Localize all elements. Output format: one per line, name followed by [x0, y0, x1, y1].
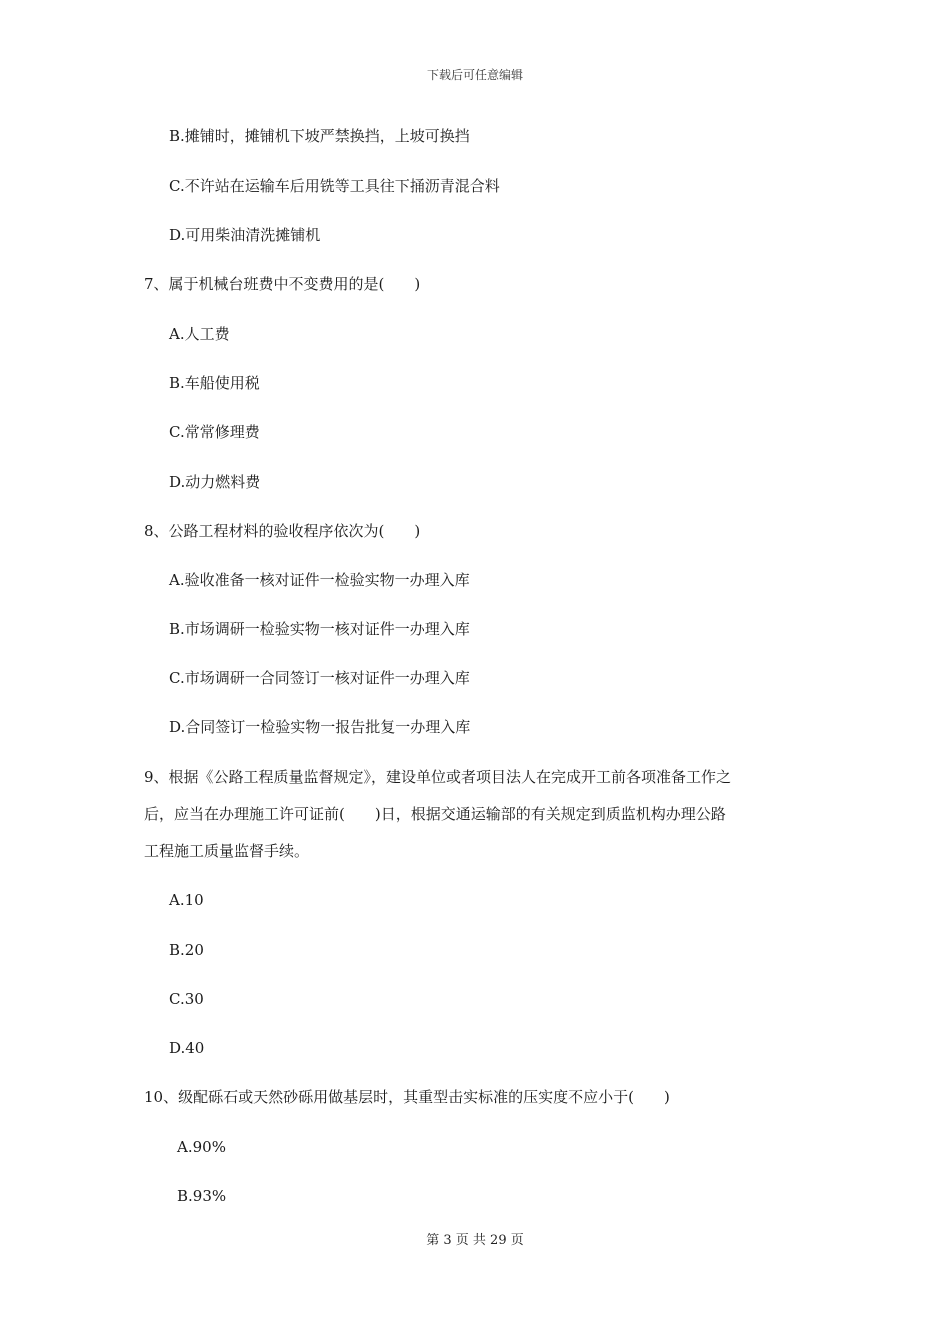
question-8-option-c: C.市场调研一合同签订一核对证件一办理入库 [169, 669, 470, 687]
question-9-option-a: A.10 [169, 891, 204, 909]
question-8: 8、公路工程材料的验收程序依次为( ) [144, 522, 421, 540]
question-7-option-a: A.人工费 [169, 325, 230, 343]
question-9-option-b: B.20 [169, 941, 204, 959]
page-header: 下载后可任意编辑 [426, 68, 523, 82]
question-9-line-2: 后，应当在办理施工许可证前( )日，根据交通运输部的有关规定到质监机构办理公路 [144, 805, 726, 823]
option-d-paving: D.可用柴油清洗摊铺机 [169, 226, 321, 244]
question-8-option-a: A.验收准备一核对证件一检验实物一办理入库 [169, 571, 470, 589]
option-b-paving: B.摊铺时，摊铺机下坡严禁换挡，上坡可换挡 [169, 127, 470, 145]
page-footer: 第 3 页 共 29 页 [426, 1233, 524, 1248]
question-7-option-d: D.动力燃料费 [169, 473, 261, 491]
question-7: 7、属于机械台班费中不变费用的是( ) [144, 275, 421, 293]
question-9-line-3: 工程施工质量监督手续。 [144, 842, 310, 860]
question-10: 10、级配砾石或天然砂砾用做基层时，其重型击实标准的压实度不应小于( ) [144, 1088, 670, 1106]
question-8-option-b: B.市场调研一检验实物一核对证件一办理入库 [169, 620, 470, 638]
question-7-option-b: B.车船使用税 [169, 374, 260, 392]
question-10-option-a: A.90% [177, 1138, 226, 1156]
question-8-option-d: D.合同签订一检验实物一报告批复一办理入库 [169, 718, 471, 736]
question-10-option-b: B.93% [177, 1187, 227, 1205]
question-9-option-c: C.30 [169, 990, 204, 1008]
question-9-line-1: 9、根据《公路工程质量监督规定》，建设单位或者项目法人在完成开工前各项准备工作之 [144, 768, 732, 786]
question-7-option-c: C.常常修理费 [169, 423, 260, 441]
option-c-paving: C.不许站在运输车后用铣等工具往下捅沥青混合料 [169, 177, 500, 195]
question-9-option-d: D.40 [169, 1039, 205, 1057]
